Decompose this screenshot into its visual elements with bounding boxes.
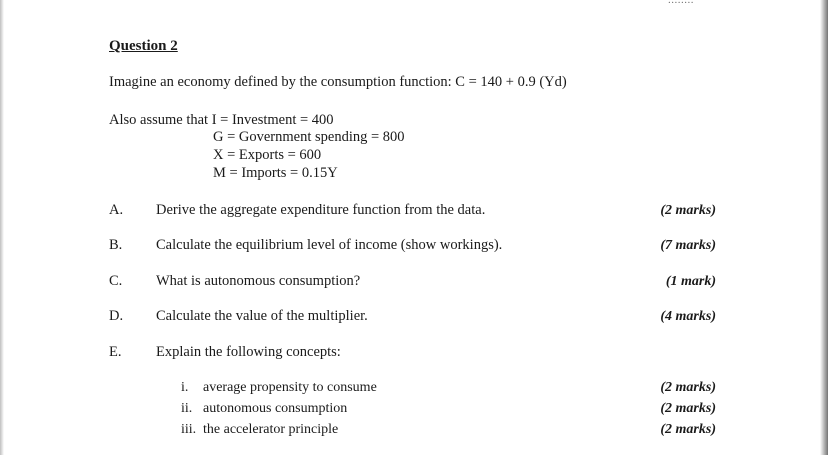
part-e-text: Explain the following concepts: — [156, 344, 341, 360]
part-a-marks: (2 marks) — [660, 203, 716, 218]
subpart-iii-text: the accelerator principle — [203, 422, 339, 437]
part-d-letter: D. — [109, 308, 124, 324]
part-b-marks: (7 marks) — [660, 238, 716, 253]
assumption-imports: M = Imports = 0.15Y — [213, 165, 338, 181]
assumption-exports: X = Exports = 600 — [213, 147, 322, 163]
part-a-letter: A. — [109, 202, 124, 218]
consumption-function-intro: Imagine an economy defined by the consumption function: C = 140 + 0.9 (Yd) — [109, 74, 567, 90]
subpart-ii-text: autonomous consumption — [203, 401, 348, 416]
part-a-text: Derive the aggregate expenditure function from the data. — [156, 202, 486, 218]
part-b-text: Calculate the equilibrium level of income (show workings). — [156, 237, 503, 253]
page-left-shadow — [0, 0, 4, 455]
cropped-header-text: ........ — [668, 0, 694, 6]
part-c-marks: (1 mark) — [665, 274, 716, 289]
subpart-iii-marks: (2 marks) — [660, 422, 716, 437]
subpart-iii-number: iii. — [181, 422, 197, 437]
subpart-i-text: average propensity to consume — [203, 380, 377, 395]
subpart-ii-marks: (2 marks) — [660, 401, 716, 416]
assumption-investment: Also assume that I = Investment = 400 — [109, 112, 334, 128]
part-b-letter: B. — [109, 237, 123, 253]
part-d-text: Calculate the value of the multiplier. — [156, 308, 368, 324]
part-e-letter: E. — [109, 344, 122, 360]
subpart-ii-number: ii. — [181, 401, 193, 416]
page-right-shadow — [820, 0, 828, 455]
part-d-marks: (4 marks) — [660, 309, 716, 324]
assumption-government: G = Government spending = 800 — [213, 129, 405, 145]
part-c-text: What is autonomous consumption? — [156, 273, 361, 289]
subpart-i-marks: (2 marks) — [660, 380, 716, 395]
part-c-letter: C. — [109, 273, 123, 289]
question-title: Question 2 — [109, 38, 178, 54]
subpart-i-number: i. — [181, 380, 189, 395]
